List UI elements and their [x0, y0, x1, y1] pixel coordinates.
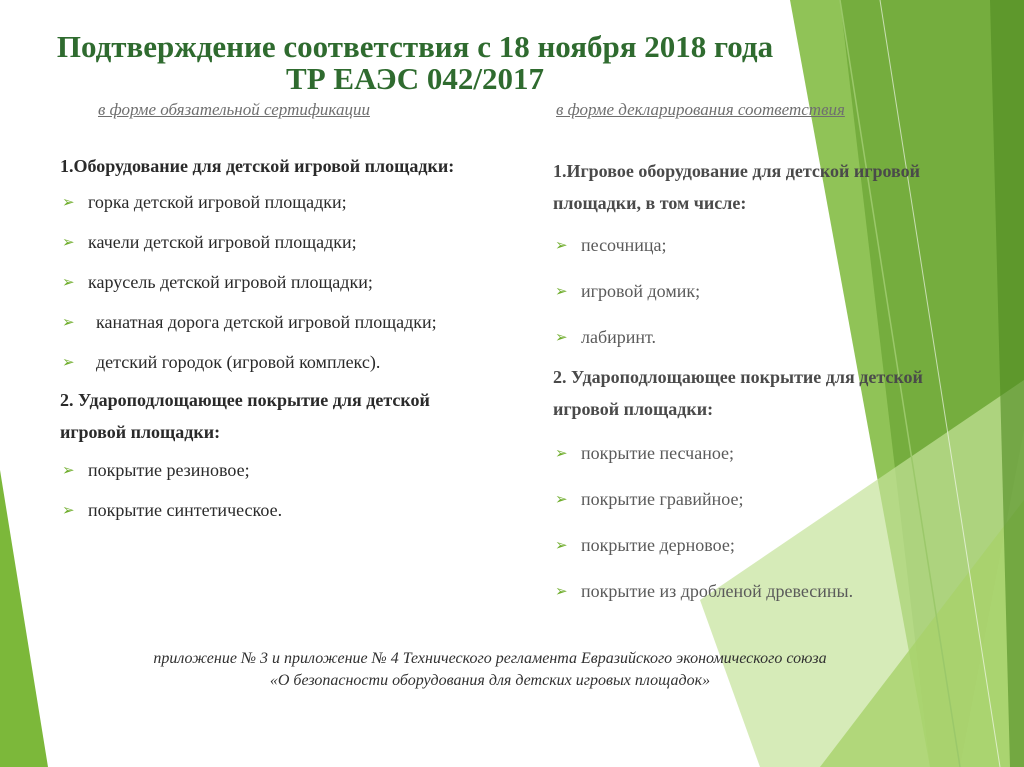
left-column-subheading: в форме обязательной сертификации — [98, 100, 370, 119]
arrow-bullet-icon: ➢ — [555, 490, 568, 508]
footer-note — [0, 648, 980, 692]
list-item: ➢ покрытие из дробленой древесины. — [553, 577, 953, 605]
left-heading-equipment: 1.Оборудование для детской игровой площадки: — [60, 156, 455, 176]
list-item: ➢ покрытие песчаное; — [553, 439, 953, 467]
arrow-bullet-icon: ➢ — [555, 582, 568, 600]
right-heading-equipment: 1.Игровое оборудование для детской игровой площадки, в том числе: — [553, 161, 921, 213]
list-item: ➢ детский городок (игровой комплекс). — [60, 348, 500, 376]
list-item: ➢ покрытие гравийное; — [553, 485, 953, 513]
arrow-bullet-icon: ➢ — [62, 273, 75, 291]
right-column — [553, 155, 953, 605]
arrow-bullet-icon: ➢ — [62, 233, 75, 251]
list-item: ➢ покрытие синтетическое. — [60, 496, 500, 524]
list-item: ➢ лабиринт. — [553, 323, 953, 351]
arrow-bullet-icon: ➢ — [555, 444, 568, 462]
right-column-subheading: в форме декларирования соответствия — [556, 100, 845, 119]
right-heading-surface: 2. Удароподлощающее покрытие для детской игровой площадки: — [553, 367, 923, 419]
arrow-bullet-icon: ➢ — [555, 236, 568, 254]
arrow-bullet-icon: ➢ — [62, 501, 75, 519]
arrow-bullet-icon: ➢ — [62, 353, 75, 371]
list-item: ➢ горка детской игровой площадки; — [60, 188, 500, 216]
list-item: ➢ игровой домик; — [553, 277, 953, 305]
footer-line-2: «О безопасности оборудования для детских игровых площадок» — [269, 672, 711, 689]
list-item: ➢ покрытие дерновое; — [553, 531, 953, 559]
arrow-bullet-icon: ➢ — [555, 282, 568, 300]
arrow-bullet-icon: ➢ — [62, 313, 75, 331]
arrow-bullet-icon: ➢ — [555, 328, 568, 346]
list-item: ➢ песочница; — [553, 231, 953, 259]
page-title: Подтверждение соответствия с 18 ноября 2018 года — [56, 29, 774, 64]
arrow-bullet-icon: ➢ — [62, 193, 75, 211]
page-subtitle: ТР ЕАЭС 042/2017 — [286, 61, 544, 96]
arrow-bullet-icon: ➢ — [555, 536, 568, 554]
footer-line-1: приложение № 3 и приложение № 4 Технического регламента Евразийского экономического союза — [153, 650, 827, 667]
list-item: ➢ покрытие резиновое; — [60, 456, 500, 484]
left-column — [60, 150, 500, 524]
list-item: ➢ качели детской игровой площадки; — [60, 228, 500, 256]
list-item: ➢ канатная дорога детской игровой площадки; — [60, 308, 500, 336]
list-item: ➢ карусель детской игровой площадки; — [60, 268, 500, 296]
left-heading-surface: 2. Удароподлощающее покрытие для детской игровой площадки: — [60, 390, 430, 442]
arrow-bullet-icon: ➢ — [62, 461, 75, 479]
